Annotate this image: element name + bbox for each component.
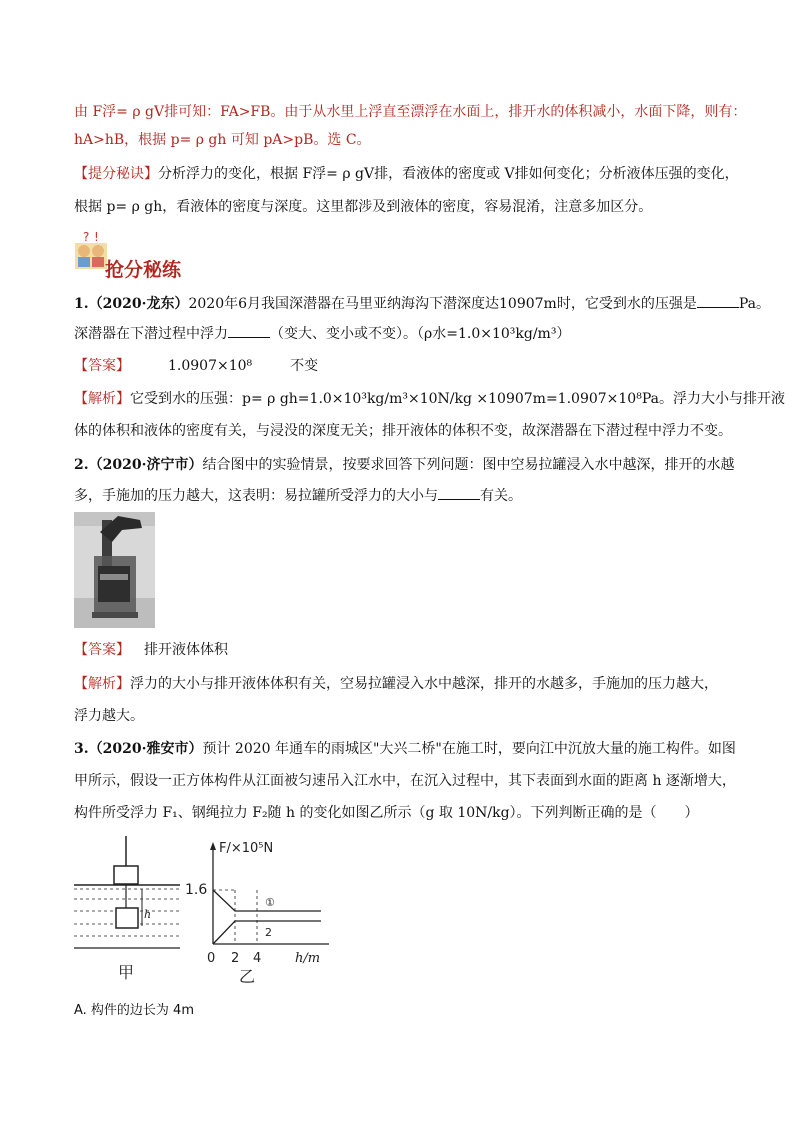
tip-label: 【提分秘诀】 (74, 166, 158, 182)
tip-text-1: 分析浮力的变化，根据 F浮= ρ gV排，看液体的密度或 V排如何变化；分析液体压强的变化， (158, 166, 739, 182)
q3-line-1 (74, 739, 736, 759)
q3-line-2: 甲所示，假设一正方体构件从江面被匀速吊入江水中，在沉入过程中，其下表面到水面的距离 h 逐渐增大， (74, 773, 736, 789)
q1-line-2 (74, 324, 570, 344)
fig-b-x-tick-0: 0 (207, 951, 216, 966)
q1-line-1 (74, 294, 770, 314)
q3-number: 3. (74, 741, 89, 757)
q1-number: 1. (74, 296, 89, 312)
fig-a-h-label: h (144, 908, 152, 921)
q2-analysis-label: 【解析】 (74, 676, 130, 692)
q2-answer-value: 排开液体体积 (144, 642, 228, 658)
q1-text-2: 深潜器在下潜过程中浮力 (74, 326, 228, 342)
q3-line-3: 构件所受浮力 F₁、钢绳拉力 F₂随 h 的变化如图乙所示（g 取 10N/kg）。下列判断正确的是（ ） (74, 805, 699, 821)
section-title: 抢分秘练 (105, 259, 182, 281)
q3-source: （2020·雅安市） (88, 741, 203, 757)
q1-analysis-line-2: 体的体积和液体的密度有关，与浸没的深度无关；排开液体的体积不变，故深潜器在下潜过程中浮力不变。 (74, 423, 732, 439)
q2-line-1 (74, 455, 734, 475)
q2-answer-label: 【答案】 (74, 642, 130, 658)
prev-solution-line-2: hA>hB，根据 p= ρ gh 可知 pA>pB。选 C。 (74, 132, 371, 148)
q3-text-1: 预计 2020 年通车的雨城区"大兴二桥"在施工时，要向江中沉放大量的施工构件。如图 (202, 741, 736, 757)
q2-analysis-line-1 (74, 674, 718, 694)
q2-text-2: 多，手施加的压力越大，这表明：易拉罐所受浮力的大小与 (74, 488, 438, 504)
q1-source: （2020·龙东） (88, 296, 189, 312)
q1-answer (74, 356, 318, 376)
prev-solution-line-1: 由 F浮= ρ gV排可知：FA>FB。由于从水里上浮直至漂浮在水面上，排开水的体积减小，水面下降，则有： (74, 104, 747, 120)
svg-text:?: ? (83, 230, 90, 244)
q3-option-a: A. 构件的边长为 4m (74, 1003, 194, 1018)
q1-answer-value-2: 不变 (290, 358, 319, 374)
tip-line-2: 根据 p= ρ gh，看液体的密度与深度。这里都涉及到液体的密度，容易混淆，注意多加区分。 (74, 199, 653, 215)
q1-analysis-label: 【解析】 (74, 391, 130, 407)
q1-blank-2 (228, 325, 270, 338)
fig-b-ylabel: F/×10⁵N (219, 841, 274, 856)
q2-number: 2. (74, 457, 89, 473)
students-icon (74, 229, 108, 271)
q1-unit: Pa。 (738, 296, 770, 312)
q1-answer-label: 【答案】 (74, 358, 130, 374)
figure-yi (183, 836, 333, 986)
q2-source: （2020·济宁市） (88, 457, 203, 473)
fig-b-x-tick-2: 2 (231, 951, 240, 966)
q2-analysis-line-2: 浮力越大。 (74, 708, 144, 724)
q2-blank (438, 487, 480, 500)
figure-jia (74, 836, 180, 986)
tip-line-1 (74, 164, 739, 184)
q1-analysis-text-1: 它受到水的压强：p= ρ gh=1.0×10³kg/m³×10N/kg ×10907m=1.0907×10⁸Pa。浮力大小与排开液 (130, 391, 785, 407)
fig-b-x-tick-4: 4 (253, 951, 262, 966)
fig-b-line-1-label: ① (265, 896, 275, 909)
q1-blank-1 (697, 295, 739, 308)
fig-b-xlabel: h/m (295, 951, 321, 966)
component-block-above (114, 866, 138, 884)
can-experiment-photo (74, 512, 155, 628)
fig-b-line-2-label: 2 (265, 926, 272, 939)
q2-line-2 (74, 486, 522, 506)
q1-text-1: 2020年6月我国深潜器在马里亚纳海沟下潜深度达10907m时，它受到水的压强是 (188, 296, 697, 312)
fig-a-caption: 甲 (118, 963, 135, 982)
q2-text-2-rest: 有关。 (480, 488, 522, 504)
q2-analysis-text-1: 浮力的大小与排开液体体积有关，空易拉罐浸入水中越深，排开的水越多，手施加的压力越大， (130, 676, 718, 692)
q1-analysis-line-1 (74, 389, 785, 409)
component-block-submerged (116, 908, 138, 928)
fig-b-caption: 乙 (239, 967, 256, 986)
q2-text-1: 结合图中的实验情景，按要求回答下列问题：图中空易拉罐浸入水中越深，排开的水越 (202, 457, 735, 473)
fig-b-y-tick: 1.6 (185, 882, 208, 898)
q1-answer-value-1: 1.0907×10⁸ (168, 358, 253, 374)
svg-text:!: ! (94, 230, 99, 244)
q1-text-2-rest: （变大、变小或不变）。（ρ水=1.0×10³kg/m³） (270, 326, 571, 342)
q2-answer (74, 640, 228, 660)
